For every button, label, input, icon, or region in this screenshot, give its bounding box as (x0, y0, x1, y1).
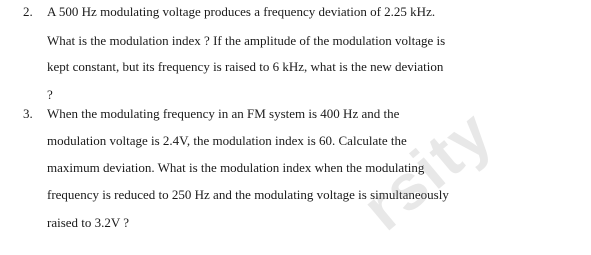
question-number: 2. (23, 4, 33, 19)
question-text-line: When the modulating frequency in an FM system is 400 Hz and the (47, 106, 400, 121)
question-text-line: raised to 3.2V ? (47, 215, 130, 230)
watermark: rsity (348, 95, 507, 244)
question-text-line: maximum deviation. What is the modulation index when the modulating (47, 160, 425, 175)
question-text-line: A 500 Hz modulating voltage produces a frequency deviation of 2.25 kHz. (47, 4, 436, 19)
question-text-line: modulation voltage is 2.4V, the modulation index is 60. Calculate the (47, 133, 407, 148)
question-text-line: kept constant, but its frequency is raised to 6 kHz, what is the new deviation (47, 59, 444, 74)
question-number: 3. (23, 106, 33, 121)
question-text-line: frequency is reduced to 250 Hz and the modulating voltage is simultaneously (47, 187, 449, 202)
question-text-line: ? (47, 87, 53, 102)
question-text-line: What is the modulation index ? If the amplitude of the modulation voltage is (47, 33, 446, 48)
